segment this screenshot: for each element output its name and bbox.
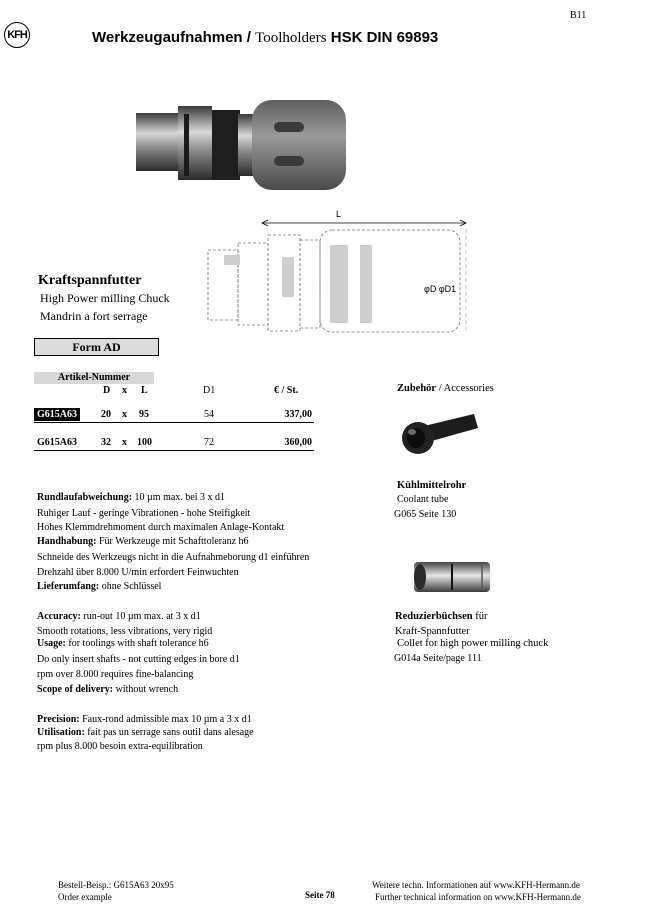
table-row-1-code: G615A63 [34, 408, 80, 421]
precision-fr-label: Precision: [37, 714, 80, 725]
drawing-label-diameters: φD φD1 [424, 284, 457, 294]
table-row-1-price: 337,00 [284, 409, 312, 420]
toolholder-photo [134, 100, 349, 190]
product-name-fr: Mandrin a fort serrage [40, 309, 148, 323]
desc-en-line-2: Smooth rotations, less vibrations, very rigid [37, 626, 213, 637]
table-row-2-price: 360,00 [284, 437, 312, 448]
footer-order-example-en: Order example [58, 892, 112, 902]
util-fr-label: Utilisation: [37, 727, 85, 738]
coolant-tube-title: Kühlmittelrohr [397, 480, 467, 491]
page-title [92, 29, 438, 47]
delivery-de-label: Lieferumfang: [37, 581, 100, 592]
accessories-heading [397, 383, 494, 394]
kfh-logo: KFH [4, 22, 30, 48]
desc-de-line-2: Ruhiger Lauf - geringe Vibrationen - hohe Steifigkeit [37, 508, 251, 519]
table-row-2-l: 100 [137, 437, 152, 448]
coolant-tube-ref: G065 Seite 130 [394, 509, 457, 520]
accuracy-en [37, 611, 201, 622]
title-bold: Werkzeugaufnahmen [92, 29, 243, 46]
title-slash: / [242, 29, 256, 46]
drawing-label-l: L [336, 209, 342, 219]
collet-en: Collet for high power milling chuck [397, 638, 549, 649]
title-normal: Toolholders [255, 30, 327, 46]
accessories-heading-normal: / Accessories [436, 383, 494, 394]
footer-info-de: Weitere techn. Informationen auf www.KFH-Hermann.de [372, 880, 580, 890]
desc-de-line-3: Hohes Klemmdrehmoment durch maximalen Anlage-Kontakt [37, 522, 285, 533]
collet-title-suffix: für [472, 611, 488, 622]
collet-de: Kraft-Spannfutter [395, 626, 470, 637]
desc-de-line-5: Schneide des Werkzeugs nicht in die Aufnahmeborung d1 einführen [37, 552, 310, 563]
table-row-2-code: G615A63 [37, 437, 77, 448]
col-d1: D1 [203, 385, 216, 396]
delivery-de [37, 581, 161, 592]
table-row-2-x: x [122, 437, 127, 448]
table-row-divider-2 [34, 450, 314, 451]
collet-title-bold: Reduzierbüchsen [395, 611, 473, 622]
col-l: L [141, 385, 148, 396]
delivery-de-value: ohne Schlüssel [99, 581, 162, 592]
precision-fr-value: Faux-rond admissible max 10 µm a 3 x d1 [79, 714, 252, 725]
col-d: D [103, 385, 111, 396]
desc-en-line-4: Do only insert shafts - not cutting edges in bore d1 [37, 654, 240, 665]
precision-fr [37, 714, 252, 725]
desc-en-line-5: rpm over 8.000 requires fine-balancing [37, 669, 194, 680]
scope-en-value: without wrench [113, 684, 179, 695]
accuracy-en-label: Accuracy: [37, 611, 81, 622]
technical-drawing [200, 205, 475, 340]
collet-ref: G014a Seite/page 111 [394, 653, 482, 664]
collet-photo [412, 558, 494, 596]
table-row-2-d: 32 [101, 437, 111, 448]
desc-de-line-6: Drehzahl über 8.000 U/min erfordert Feinwuchten [37, 567, 239, 578]
coolant-tube-photo [400, 410, 480, 460]
table-row-1-x: x [122, 409, 127, 420]
table-row-1-d: 20 [101, 409, 111, 420]
util-fr [37, 727, 254, 738]
table-row-1-d1: 54 [204, 409, 214, 420]
article-number-header: Artikel-Nummer [34, 372, 154, 384]
accessories-heading-bold: Zubehör [397, 383, 437, 394]
util-fr-value: fait pas un serrage sans outil dans alesage [84, 727, 254, 738]
product-name-en: High Power milling Chuck [40, 291, 170, 305]
coolant-tube-en: Coolant tube [397, 494, 449, 505]
table-row-2-d1: 72 [204, 437, 214, 448]
accuracy-en-value: run-out 10 µm max. at 3 x d1 [80, 611, 201, 622]
table-row-1-l: 95 [139, 409, 149, 420]
scope-en [37, 684, 178, 695]
handling-de [37, 536, 249, 547]
runout-de-label: Rundlaufabweichung: [37, 492, 133, 503]
runout-de-value: 10 µm max. bei 3 x d1 [132, 492, 226, 503]
page-reference: B11 [570, 10, 587, 21]
table-row-divider-1 [34, 422, 314, 423]
product-name: Kraftspannfutter [38, 273, 142, 288]
handling-de-label: Handhabung: [37, 536, 97, 547]
usage-en-value: for toolings with shaft tolerance h6 [65, 638, 209, 649]
footer-info-en: Further technical information on www.KFH-Hermann.de [375, 892, 581, 902]
form-label: Form AD [34, 338, 159, 356]
collet-title [395, 611, 487, 622]
handling-de-value: Für Werkzeuge mit Schafttoleranz h6 [96, 536, 249, 547]
footer-order-example-de: Bestell-Beisp.: G615A63 20x95 [58, 880, 174, 890]
usage-en [37, 638, 209, 649]
col-price: € / St. [274, 385, 299, 396]
scope-en-label: Scope of delivery: [37, 684, 114, 695]
desc-fr-line-3: rpm plus 8.000 besoin extra-equilibration [37, 741, 203, 752]
col-x: x [122, 385, 127, 396]
title-bold-2: HSK DIN 69893 [326, 29, 439, 46]
footer-page-number: Seite 78 [305, 890, 335, 900]
runout-de [37, 492, 225, 503]
usage-en-label: Usage: [37, 638, 66, 649]
